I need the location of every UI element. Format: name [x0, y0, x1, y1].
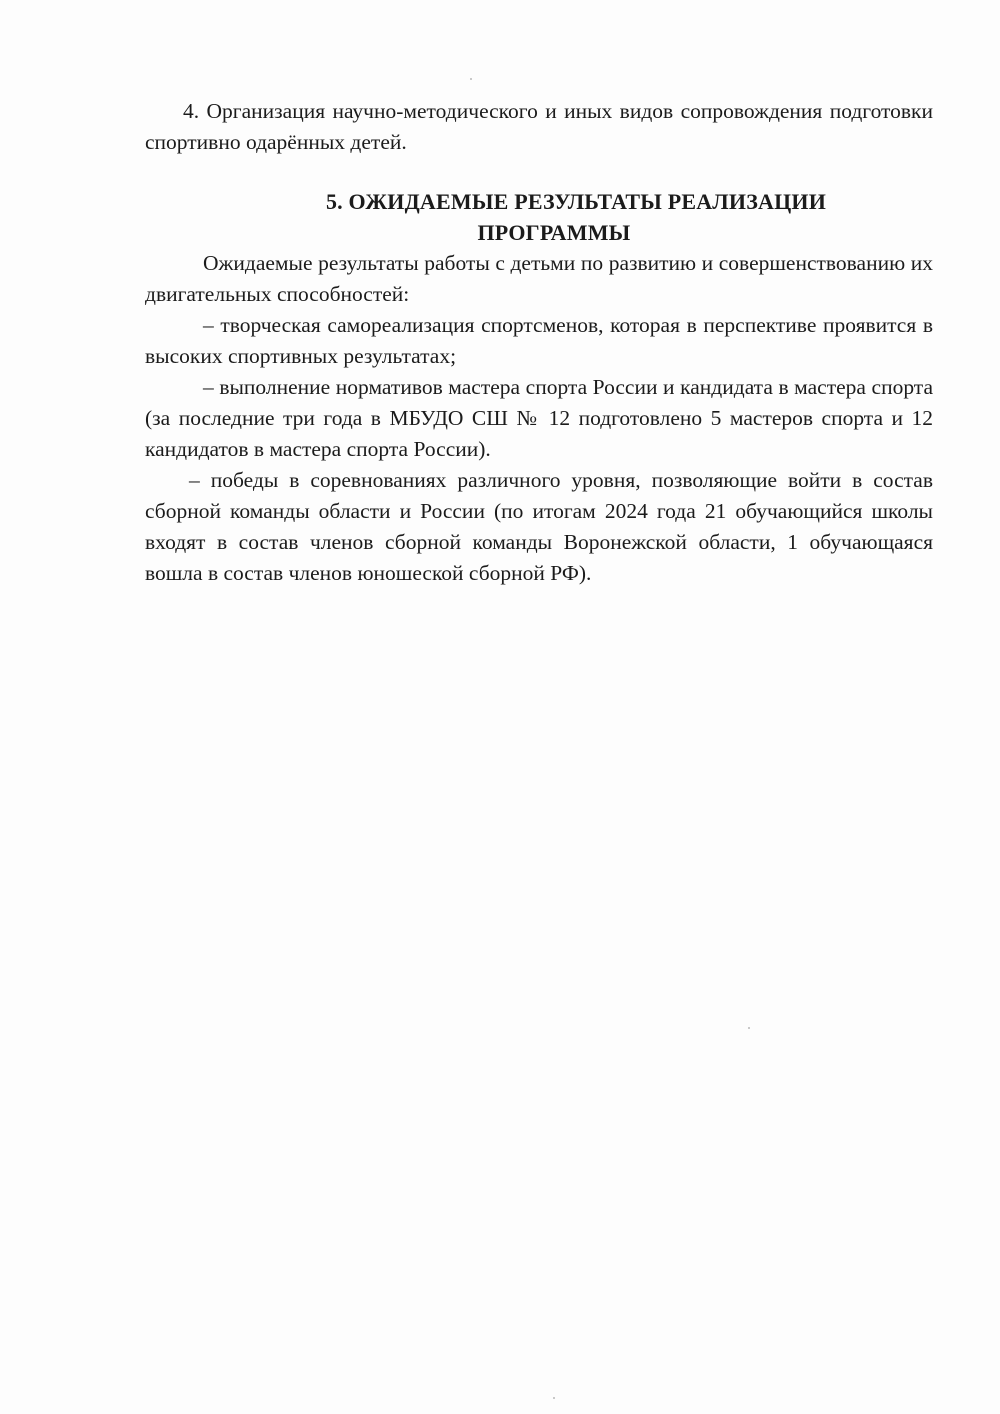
section-5-heading	[145, 186, 933, 248]
result-item-3: – победы в соревнованиях различного уровня, позволяющие войти в состав сборной команды области и России (по итогам 2024 года 21 обучающийся школы входят в состав членов сборной команды Воронежской области, 1 обучающаяся вошла в состав членов юношеской сборной РФ).	[145, 468, 933, 585]
section-4-item: 4. Организация научно-методического и иных видов сопровождения подготовки спортивно одарённых детей.	[145, 99, 933, 154]
document-body	[145, 96, 933, 589]
result-item-2: – выполнение нормативов мастера спорта России и кандидата в мастера спорта (за последние три года в МБУДО СШ № 12 подготовлено 5 мастеров спорта и 12 кандидатов в мастера спорта России).	[145, 375, 933, 461]
results-intro: Ожидаемые результаты работы с детьми по развитию и совершенствованию их двигательных способностей:	[145, 251, 933, 306]
section-5-heading-line2: ПРОГРАММЫ	[477, 220, 631, 245]
section-5-heading-line1: 5. ОЖИДАЕМЫЕ РЕЗУЛЬТАТЫ РЕАЛИЗАЦИИ	[325, 189, 827, 214]
scan-speck	[470, 78, 472, 80]
scan-speck	[748, 1027, 750, 1029]
result-item-1: – творческая самореализация спортсменов, которая в перспективе проявится в высоких спортивных результатах;	[145, 313, 933, 368]
scan-speck	[553, 1397, 555, 1399]
